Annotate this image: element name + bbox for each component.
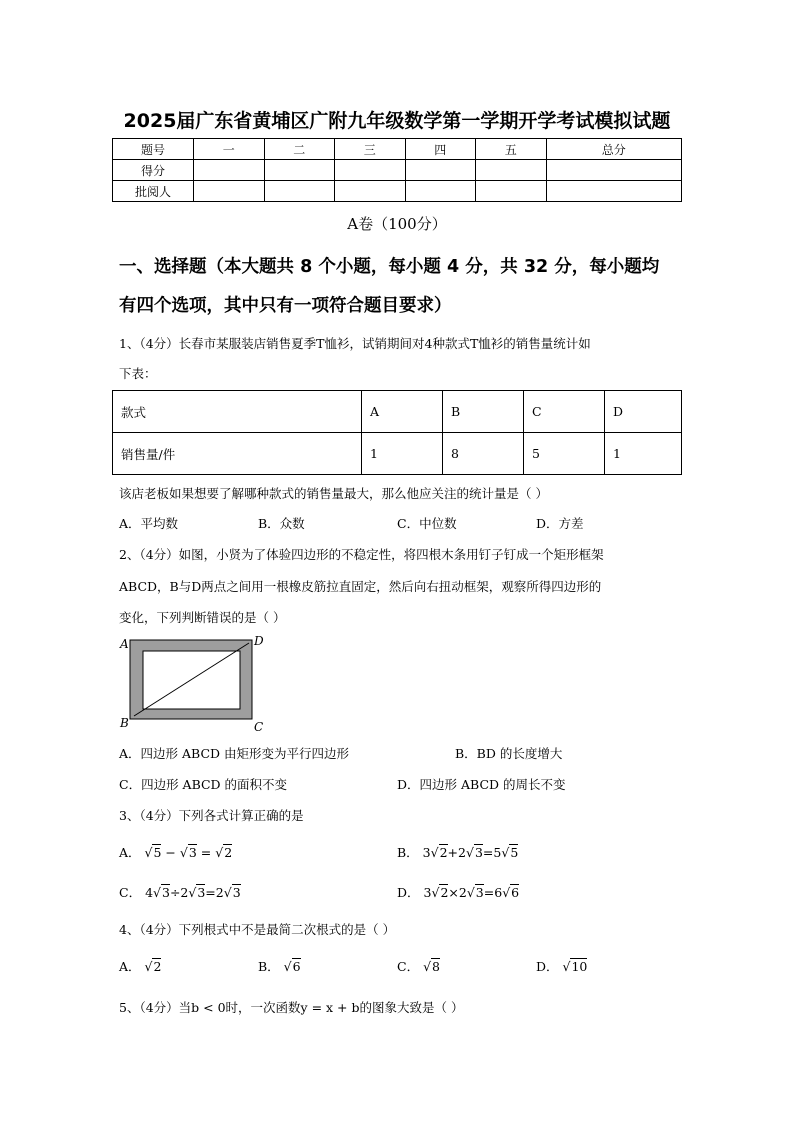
table-cell: D xyxy=(605,391,682,433)
sales-table xyxy=(112,390,682,475)
q2-stem-line1: 2、（4分）如图，小贤为了体验四边形的不稳定性，将四根木条用钉子钉成一个矩形框架 xyxy=(119,547,604,562)
radicand: 3 xyxy=(161,885,170,900)
q4-option-b[interactable]: B． √6 xyxy=(258,959,301,974)
table-cell[interactable] xyxy=(546,181,682,202)
q2-option-c[interactable]: C．四边形 ABCD 的面积不变 xyxy=(119,777,288,792)
q3-option-a[interactable]: A． √5 − √3 = √2 xyxy=(119,845,233,860)
radicand: 2 xyxy=(440,885,449,900)
q1-question: 该店老板如果想要了解哪种款式的销售量最大，那么他应关注的统计量是（ ） xyxy=(119,486,548,501)
q5-suffix: 的图象大致是（ ） xyxy=(359,1000,464,1015)
radicand: 2 xyxy=(153,959,162,974)
table-cell: 8 xyxy=(443,433,524,475)
operator: =2 xyxy=(205,885,224,900)
option-label: B． xyxy=(397,845,419,860)
section-a-title: A卷（100分） xyxy=(347,215,447,233)
table-cell: 一 xyxy=(194,139,265,160)
q1-option-d[interactable]: D．方差 xyxy=(536,516,584,531)
table-cell: 四 xyxy=(405,139,476,160)
table-cell: 二 xyxy=(264,139,335,160)
q5-condition: b < 0 xyxy=(191,1000,226,1015)
label-a: A xyxy=(120,637,129,651)
table-cell: 得分 xyxy=(113,160,194,181)
table-row xyxy=(113,139,682,160)
table-cell[interactable] xyxy=(405,181,476,202)
table-row xyxy=(113,181,682,202)
q5-stem xyxy=(119,998,464,1016)
option-label: C． xyxy=(397,959,420,974)
option-label: A． xyxy=(119,959,141,974)
table-cell[interactable] xyxy=(264,160,335,181)
table-cell[interactable] xyxy=(335,181,406,202)
radicand: 6 xyxy=(292,959,301,974)
q1-option-c[interactable]: C．中位数 xyxy=(397,516,457,531)
table-cell[interactable] xyxy=(264,181,335,202)
radicand: 2 xyxy=(439,845,448,860)
table-cell: 1 xyxy=(362,433,443,475)
q3-option-c[interactable]: C． 4√3÷2√3=2√3 xyxy=(119,885,241,900)
option-label: D． xyxy=(536,959,559,974)
table-row xyxy=(113,433,682,475)
table-row xyxy=(113,160,682,181)
operator: ×2 xyxy=(448,885,467,900)
operator: =5 xyxy=(482,845,502,860)
table-cell: 题号 xyxy=(113,139,194,160)
table-cell[interactable] xyxy=(405,160,476,181)
q4-option-a[interactable]: A． √2 xyxy=(119,959,162,974)
table-cell: 三 xyxy=(335,139,406,160)
q4-option-c[interactable]: C． √8 xyxy=(397,959,440,974)
table-cell[interactable] xyxy=(194,160,265,181)
radicand: 3 xyxy=(232,885,241,900)
operator: =6 xyxy=(483,885,503,900)
q3-option-d[interactable]: D． 3√2×2√3=6√6 xyxy=(397,885,520,900)
table-cell: 批阅人 xyxy=(113,181,194,202)
table-cell[interactable] xyxy=(476,181,547,202)
table-cell: 总分 xyxy=(546,139,682,160)
exam-title: 2025届广东省黄埔区广附九年级数学第一学期开学考试模拟试题 xyxy=(123,110,671,132)
radicand: 8 xyxy=(432,959,440,974)
table-cell[interactable] xyxy=(335,160,406,181)
radicand: 3 xyxy=(475,885,484,900)
q2-option-b[interactable]: B．BD 的长度增大 xyxy=(455,746,563,761)
table-cell: 五 xyxy=(476,139,547,160)
table-cell: C xyxy=(524,391,605,433)
q3-stem: 3、（4分）下列各式计算正确的是 xyxy=(119,808,304,823)
q5-prefix: 5、（4分）当 xyxy=(119,1000,192,1015)
q1-option-b[interactable]: B．众数 xyxy=(258,516,305,531)
table-cell[interactable] xyxy=(194,181,265,202)
q2-stem-line2: ABCD，B与D两点之间用一根橡皮筋拉直固定，然后向右扭动框架，观察所得四边形的 xyxy=(119,579,602,594)
q2-stem-line3: 变化，下列判断错误的是（ ） xyxy=(119,610,286,625)
radicand: 5 xyxy=(510,845,519,860)
label-c: C xyxy=(254,720,264,734)
coefficient: 3 xyxy=(422,845,431,860)
part1-heading-line1: 一、选择题（本大题共 8 个小题，每小题 4 分，共 32 分，每小题均 xyxy=(119,257,660,277)
table-cell: 款式 xyxy=(113,391,362,433)
q4-option-d[interactable]: D． √10 xyxy=(536,959,588,974)
q3-option-b[interactable]: B． 3√2+2√3=5√5 xyxy=(397,845,519,860)
radicand: 6 xyxy=(511,885,520,900)
radicand: 10 xyxy=(571,959,588,974)
table-cell[interactable] xyxy=(476,160,547,181)
table-cell: 1 xyxy=(605,433,682,475)
option-label: C． xyxy=(119,885,142,900)
radicand: 3 xyxy=(197,885,206,900)
table-cell: 销售量/件 xyxy=(113,433,362,475)
q5-mid: 时，一次函数 xyxy=(225,1000,301,1015)
table-cell[interactable] xyxy=(546,160,682,181)
table-cell: A xyxy=(362,391,443,433)
q1-stem-line1: 1、（4分）长春市某服装店销售夏季T恤衫，试销期间对4种款式T恤衫的销售量统计如 xyxy=(119,336,591,351)
coefficient: 3 xyxy=(423,885,432,900)
table-cell: B xyxy=(443,391,524,433)
coefficient: 4 xyxy=(145,885,154,900)
operator: − xyxy=(165,845,176,860)
q1-option-a[interactable]: A．平均数 xyxy=(119,516,179,531)
operator: ÷2 xyxy=(169,885,189,900)
option-label: D． xyxy=(397,885,420,900)
radicand: 5 xyxy=(153,845,162,860)
table-cell: 5 xyxy=(524,433,605,475)
q1-stem-line2: 下表： xyxy=(119,366,157,381)
operator: = xyxy=(200,845,212,860)
rectangle-frame-figure xyxy=(115,630,275,735)
radicand: 2 xyxy=(224,845,233,860)
radicand: 3 xyxy=(188,845,197,860)
operator: +2 xyxy=(447,845,466,860)
q4-stem: 4、（4分）下列根式中不是最简二次根式的是（ ） xyxy=(119,922,396,937)
part1-heading-line2: 有四个选项，其中只有一项符合题目要求） xyxy=(119,296,452,316)
q5-function: y = x + b xyxy=(300,1000,360,1015)
label-b: B xyxy=(120,716,129,730)
q2-option-a[interactable]: A．四边形 ABCD 由矩形变为平行四边形 xyxy=(119,746,350,761)
score-table xyxy=(112,138,682,202)
table-row xyxy=(113,391,682,433)
option-label: A． xyxy=(119,845,141,860)
q2-option-d[interactable]: D．四边形 ABCD 的周长不变 xyxy=(397,777,566,792)
label-d: D xyxy=(254,634,264,648)
radicand: 3 xyxy=(474,845,483,860)
option-label: B． xyxy=(258,959,280,974)
